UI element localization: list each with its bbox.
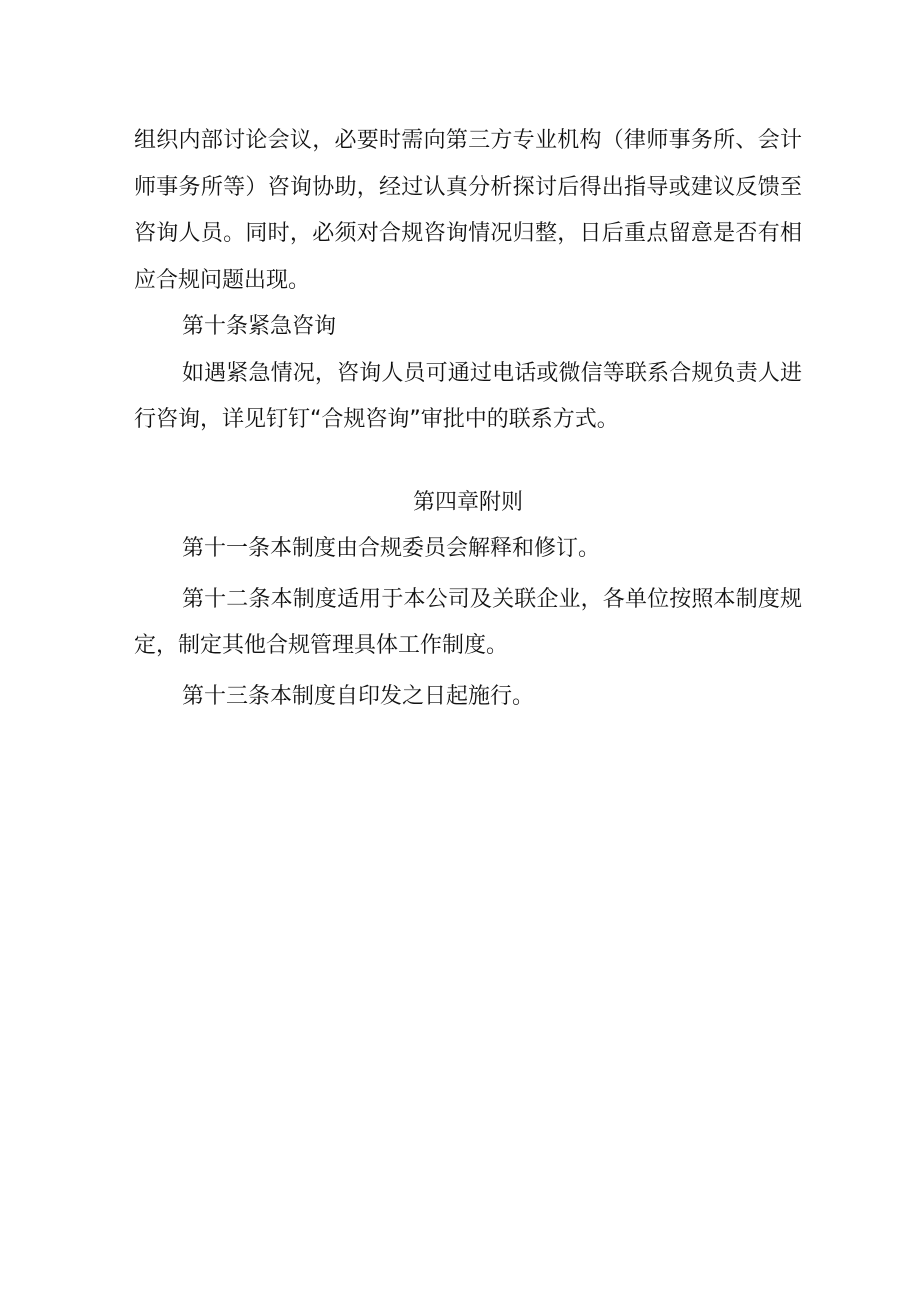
article-11: 第十一条本制度由合规委员会解释和修订。 bbox=[182, 536, 601, 561]
section-gap bbox=[134, 444, 802, 480]
article-10-body: 如遇紧急情况，咨询人员可通过电话或微信等联系合规负责人进行咨询，详见钉钉“合规咨询”审批中的联系方式。 bbox=[134, 360, 802, 432]
article-10-title: 第十条紧急咨询 bbox=[182, 314, 337, 339]
paragraph-consultation-process: 组织内部讨论会议，必要时需向第三方专业机构（律师事务所、会计师事务所等）咨询协助，经过认真分析探讨后得出指导或建议反馈至咨询人员。同时，必须对合规咨询情况归整，日后重点留意是否有相应合规问题出现。 bbox=[134, 128, 802, 293]
article-13: 第十三条本制度自印发之日起施行。 bbox=[182, 683, 535, 709]
article-12: 第十二条本制度适用于本公司及关联企业，各单位按照本制度规定，制定其他合规管理具体工作制度。 bbox=[134, 586, 802, 658]
chapter-4-title: 第四章附则 bbox=[412, 489, 523, 515]
document-body bbox=[134, 118, 802, 720]
